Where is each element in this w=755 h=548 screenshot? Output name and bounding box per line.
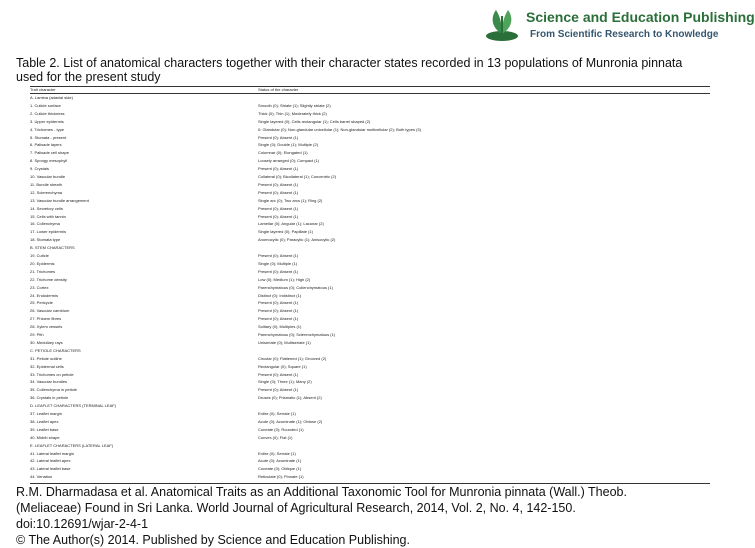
trait-cell: 29. Pith xyxy=(30,332,44,337)
table-row xyxy=(30,332,710,338)
table-row xyxy=(30,214,710,220)
table-row xyxy=(30,324,710,330)
status-cell: Lamellar (0); Angular (1); Lacunar (2) xyxy=(258,221,324,227)
table-row xyxy=(30,111,710,117)
table-row xyxy=(30,95,710,101)
table-row xyxy=(30,372,710,378)
table-row xyxy=(30,206,710,212)
table-row xyxy=(30,466,710,472)
table-row xyxy=(30,237,710,243)
trait-cell: 35. Collenchyma in petiole xyxy=(30,387,77,393)
table-row xyxy=(30,427,710,433)
trait-cell: C. PETIOLE CHARACTERS xyxy=(30,347,81,353)
trait-cell: 18. Stomata type xyxy=(30,237,61,243)
status-cell: Single (0); Double (1); Multiple (2) xyxy=(258,142,319,148)
trait-cell: D. LEAFLET CHARACTERS (TERMINAL LEAF) xyxy=(30,403,117,409)
table-row xyxy=(30,451,710,457)
status-cell: Single arc (0); Two arcs (1); Ring (2) xyxy=(258,197,323,203)
trait-cell: 15. Cells with tannin xyxy=(30,213,66,219)
citation-line-2: (Meliaceae) Found in Sri Lanka. World Journal of Agricultural Research, 2014, Vol. 2, No. 4, 142-150. xyxy=(16,501,576,515)
header-trait: Trait character xyxy=(30,87,56,92)
table-row xyxy=(30,245,710,251)
table-row xyxy=(30,387,710,393)
publisher-tagline: From Scientific Research to Knowledge xyxy=(530,29,719,40)
table-row xyxy=(30,221,710,227)
status-cell: Present (0); Absent (1) xyxy=(258,205,299,211)
table-caption: Table 2. List of anatomical characters together with their character states recorded in 13 populations of Munronia pinnata used for the present study xyxy=(16,56,683,84)
status-cell: Present (0); Absent (1) xyxy=(258,166,299,172)
table-row xyxy=(30,379,710,385)
citation-line-1: R.M. Dharmadasa et al. Anatomical Traits as an Additional Taxonomic Tool for Munronia pinnata (Wall.) Theob. xyxy=(16,485,627,499)
trait-cell: 37. Leaflet margin xyxy=(30,411,63,416)
trait-cell: 14. Secretory cells xyxy=(30,205,63,211)
table-row xyxy=(30,142,710,148)
table-row xyxy=(30,395,710,401)
status-cell: Acute (0); Acuminate (1) xyxy=(258,458,302,464)
trait-cell: 24. Endodermis xyxy=(30,292,59,298)
trait-cell: 11. Bundle sheath xyxy=(30,181,62,187)
trait-cell: 22. Trichome density xyxy=(30,276,67,282)
table-row xyxy=(30,403,710,409)
table-row xyxy=(30,119,710,125)
status-cell: Parenchymatous (0); Sclerenchymatous (1) xyxy=(258,332,336,337)
status-cell: Circular (0); Flattened (1); Grooved (2) xyxy=(258,355,327,361)
table-row xyxy=(30,435,710,441)
table-row xyxy=(30,135,710,141)
trait-cell: 44. Venation xyxy=(30,474,53,480)
table-row xyxy=(30,356,710,362)
trait-cell: 39. Leaflet base xyxy=(30,426,59,432)
trait-cell: 25. Pericycle xyxy=(30,300,53,306)
trait-cell: 30. Medullary rays xyxy=(30,339,63,345)
table-row xyxy=(30,261,710,267)
trait-cell: 27. Phloem fibres xyxy=(30,316,62,322)
table-row xyxy=(30,277,710,283)
trait-cell: 10. Vascular bundle xyxy=(30,174,66,179)
status-cell: Anomocytic (0); Paracytic (1); Anisocytic (2) xyxy=(258,237,336,243)
trait-cell: 19. Cuticle xyxy=(30,253,49,258)
status-cell: Present (0); Absent (1) xyxy=(258,181,299,187)
trait-cell: 9. Crystals xyxy=(30,166,49,172)
table-row xyxy=(30,103,710,109)
trait-cell: 40. Midrib shape xyxy=(30,434,60,440)
table-row xyxy=(30,229,710,235)
status-cell: Present (0); Absent (1) xyxy=(258,134,299,140)
status-cell: Present (0); Absent (1) xyxy=(258,253,299,258)
status-cell: Smooth (0); Striate (1); Slightly striate (2) xyxy=(258,102,331,108)
header-status: Status of the character xyxy=(258,87,299,92)
trait-cell: 4. Trichomes - type xyxy=(30,126,65,132)
status-cell: Reticulate (0); Pinnate (1) xyxy=(258,474,304,480)
table-row xyxy=(30,198,710,204)
table-row xyxy=(30,166,710,172)
status-cell: Single (0); Three (1); Many (2) xyxy=(258,379,312,385)
status-cell: Single layered (0); Papillate (1) xyxy=(258,229,313,235)
table-row xyxy=(30,316,710,322)
status-cell: Parenchymatous (0); Collenchymatous (1) xyxy=(258,284,333,290)
trait-cell: 41. Lateral leaflet margin xyxy=(30,450,75,456)
trait-cell: 1. Cuticle surface xyxy=(30,102,61,108)
trait-cell: 33. Trichomes on petiole xyxy=(30,371,74,377)
trait-cell: 42. Lateral leaflet apex xyxy=(30,458,71,464)
status-cell: Convex (0); Flat (1) xyxy=(258,434,293,440)
trait-cell: 6. Palisade layers xyxy=(30,142,62,148)
status-cell: Single layered (0); Cells rectangular (1); Cells barrel shaped (2) xyxy=(258,118,371,124)
table-row xyxy=(30,348,710,354)
table-row xyxy=(30,150,710,156)
status-cell: Entire (0); Serrate (1) xyxy=(258,411,296,416)
trait-cell: A. Lamina (adaxial side) xyxy=(30,95,73,100)
table-row xyxy=(30,364,710,370)
table-row xyxy=(30,458,710,464)
trait-cell: 13. Vascular bundle arrangement xyxy=(30,197,89,203)
status-cell: Present (0); Absent (1) xyxy=(258,300,299,306)
status-cell: Present (0); Absent (1) xyxy=(258,371,299,377)
status-cell: Druses (0); Prismatic (1); Absent (2) xyxy=(258,395,322,401)
table-row xyxy=(30,340,710,346)
table-header-rule xyxy=(30,93,710,94)
status-cell: Columnar (0); Elongated (1) xyxy=(258,150,308,156)
table-row xyxy=(30,285,710,291)
status-cell: Present (0); Absent (1) xyxy=(258,189,299,195)
status-cell: Cuneate (0); Rounded (1) xyxy=(258,426,304,432)
table-row xyxy=(30,182,710,188)
table-row xyxy=(30,158,710,164)
copyright-line: © The Author(s) 2014. Published by Science and Education Publishing. xyxy=(16,533,410,547)
status-cell: Present (0); Absent (1) xyxy=(258,268,299,274)
table-row xyxy=(30,253,710,259)
leaf-globe-icon xyxy=(482,6,522,44)
citation-footer xyxy=(16,484,706,548)
trait-cell: 38. Leaflet apex xyxy=(30,418,59,424)
table-row xyxy=(30,190,710,196)
trait-cell: 23. Cortex xyxy=(30,284,49,290)
table-row xyxy=(30,308,710,314)
status-cell: Present (0); Absent (1) xyxy=(258,308,299,314)
table-row xyxy=(30,411,710,417)
status-cell: Present (0); Absent (1) xyxy=(258,387,299,393)
status-cell: Present (0); Absent (1) xyxy=(258,316,299,322)
table-row xyxy=(30,127,710,133)
trait-cell: 16. Collenchyma xyxy=(30,221,60,227)
table-row xyxy=(30,474,710,480)
table-row xyxy=(30,269,710,275)
status-cell: Uniseriate (0); Multiseriate (1) xyxy=(258,339,311,345)
trait-cell: 2. Cuticle thickness xyxy=(30,110,65,116)
trait-cell: 32. Epidermal cells xyxy=(30,363,64,369)
trait-cell: 20. Epidermis xyxy=(30,260,55,266)
table-row xyxy=(30,443,710,449)
trait-cell: E. LEAFLET CHARACTERS (LATERAL LEAF) xyxy=(30,442,114,448)
trait-cell: 5. Stomata - present xyxy=(30,134,67,140)
trait-cell: 28. Xylem vessels xyxy=(30,324,63,330)
status-cell: Single (0); Multiple (1) xyxy=(258,260,298,266)
trait-cell: 8. Spongy mesophyll xyxy=(30,158,68,164)
citation-doi: doi:10.12691/wjar-2-4-1 xyxy=(16,517,149,531)
status-cell: Thick (0); Thin (1); Moderately thick (2) xyxy=(258,110,327,116)
trait-cell: 7. Palisade cell shape xyxy=(30,150,69,156)
status-cell: Collateral (0); Bicollateral (1); Concentric (2) xyxy=(258,174,337,179)
table-row xyxy=(30,174,710,180)
status-cell: Present (0); Absent (1) xyxy=(258,213,299,219)
status-cell: Cuneate (0); Oblique (1) xyxy=(258,466,302,472)
status-cell: Low (0); Medium (1); High (2) xyxy=(258,276,311,282)
publisher-name: Science and Education Publishing xyxy=(526,9,755,25)
status-cell: Acute (0); Acuminate (1); Obtuse (2) xyxy=(258,418,323,424)
trait-cell: 34. Vascular bundles xyxy=(30,379,68,385)
status-cell: Entire (0); Serrate (1) xyxy=(258,450,296,456)
trait-cell: 3. Upper epidermis xyxy=(30,118,64,124)
trait-cell: 36. Crystals in petiole xyxy=(30,395,69,401)
status-cell: Distinct (0); Indistinct (1) xyxy=(258,292,302,298)
trait-cell: 31. Petiole outline xyxy=(30,355,62,361)
publisher-logo xyxy=(482,4,755,48)
table-row xyxy=(30,419,710,425)
status-cell: 0: Glandular (0); Non-glandular unicellular (1); Non-glandular multicellular (2); Both types (3) xyxy=(258,126,421,132)
anatomical-characters-table xyxy=(30,86,710,484)
table-row xyxy=(30,300,710,306)
trait-cell: 43. Lateral leaflet base xyxy=(30,466,71,472)
status-cell: Rectangular (0); Square (1) xyxy=(258,363,307,369)
trait-cell: B. STEM CHARACTERS xyxy=(30,245,75,251)
status-cell: Solitary (0); Multiples (1) xyxy=(258,324,302,330)
trait-cell: 21. Trichomes xyxy=(30,268,56,274)
trait-cell: 12. Sclerenchyma xyxy=(30,189,63,195)
trait-cell: 17. Lower epidermis xyxy=(30,229,67,235)
status-cell: Loosely arranged (0); Compact (1) xyxy=(258,158,320,164)
trait-cell: 26. Vascular cambium xyxy=(30,308,70,314)
table-row xyxy=(30,293,710,299)
